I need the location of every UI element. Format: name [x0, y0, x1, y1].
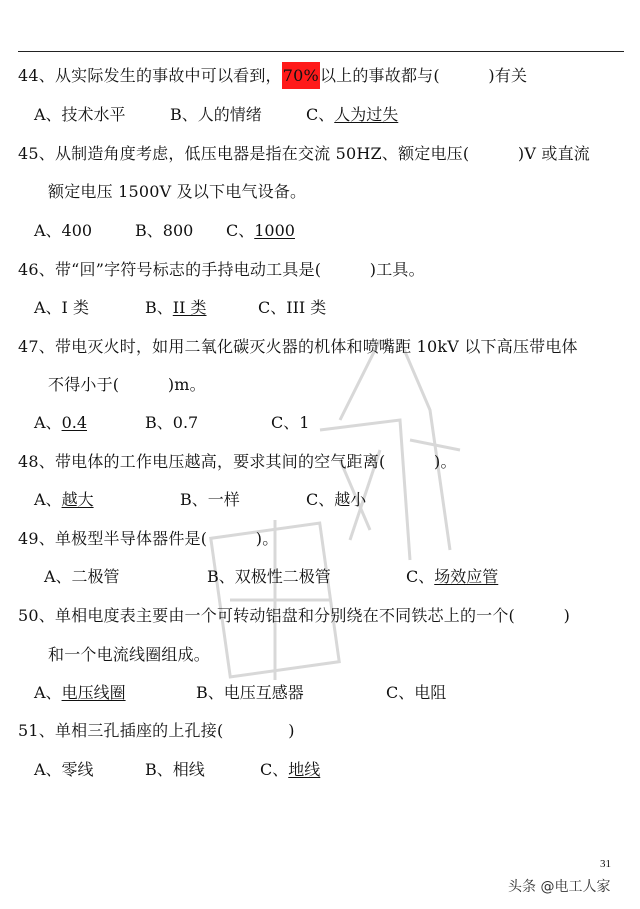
option-51-b: B、相线	[145, 760, 205, 779]
option-47-b: B、0.7	[145, 413, 199, 432]
option-48-a	[34, 490, 94, 510]
option-47-a-prefix: A、	[34, 413, 62, 432]
question-46: 46、带“回”字符号标志的手持电动工具是( )工具。	[18, 260, 425, 279]
option-50-c: C、电阻	[386, 683, 447, 702]
option-50-a-prefix: A、	[34, 683, 62, 702]
answer-49: 场效应管	[434, 567, 499, 586]
question-49: 49、单极型半导体器件是( )。	[18, 529, 279, 548]
option-44-a: A、技术水平	[34, 105, 126, 124]
option-49-a: A、二极管	[44, 567, 120, 586]
option-45-c-prefix: C、	[226, 221, 255, 240]
option-49-b: B、双极性二极管	[207, 567, 331, 586]
option-46-b	[145, 298, 207, 318]
answer-50: 电压线圈	[61, 683, 126, 702]
option-45-a: A、400	[34, 221, 93, 240]
option-50-b: B、电压互感器	[196, 683, 304, 702]
answer-45: 1000	[254, 221, 295, 240]
answer-46: II 类	[172, 298, 207, 317]
option-47-a	[34, 413, 87, 433]
question-48: 48、带电体的工作电压越高，要求其间的空气距离( )。	[18, 452, 457, 471]
option-44-c	[306, 105, 398, 125]
question-47-line2: 不得小于( )m。	[48, 375, 206, 394]
option-48-b: B、一样	[180, 490, 240, 509]
answer-44: 人为过失	[334, 105, 399, 124]
question-47-line1: 47、带电灭火时，如用二氧化碳灭火器的机体和喷嘴距 10kV 以下高压带电体	[18, 337, 578, 356]
option-44-b: B、人的情绪	[170, 105, 262, 124]
question-44	[18, 66, 527, 86]
option-49-c	[406, 567, 498, 587]
question-45-line2: 额定电压 1500V 及以下电气设备。	[48, 182, 307, 201]
option-45-b: B、800	[135, 221, 194, 240]
question-45-line1: 45、从制造角度考虑，低压电器是指在交流 50HZ、额定电压( )V 或直流	[18, 144, 591, 163]
highlight-mark: 70%	[282, 62, 320, 89]
header-rule	[18, 51, 624, 52]
question-51: 51、单相三孔插座的上孔接( )	[18, 721, 295, 740]
option-51-c-prefix: C、	[260, 760, 289, 779]
option-51-c	[260, 760, 320, 780]
page-number: 31	[600, 858, 611, 870]
answer-48: 越大	[61, 490, 94, 509]
question-44-text-a: 44、从实际发生的事故中可以看到，	[18, 66, 282, 85]
question-44-text-b: 以上的事故都与( )有关	[319, 66, 528, 85]
option-46-b-prefix: B、	[145, 298, 173, 317]
option-48-c: C、越小	[306, 490, 367, 509]
option-46-a: A、I 类	[34, 298, 89, 317]
option-45-c	[226, 221, 295, 241]
option-47-c: C、1	[271, 413, 310, 432]
question-50-line2: 和一个电流线圈组成。	[48, 645, 211, 664]
answer-47: 0.4	[61, 413, 88, 432]
option-49-c-prefix: C、	[406, 567, 435, 586]
source-credit: 头条 @电工人家	[508, 879, 611, 895]
option-46-c: C、III 类	[258, 298, 327, 317]
option-50-a	[34, 683, 126, 703]
option-51-a: A、零线	[34, 760, 94, 779]
option-44-c-prefix: C、	[306, 105, 335, 124]
option-48-a-prefix: A、	[34, 490, 62, 509]
question-50-line1: 50、单相电度表主要由一个可转动铝盘和分别绕在不同铁芯上的一个( )	[18, 606, 571, 625]
answer-51: 地线	[288, 760, 321, 779]
